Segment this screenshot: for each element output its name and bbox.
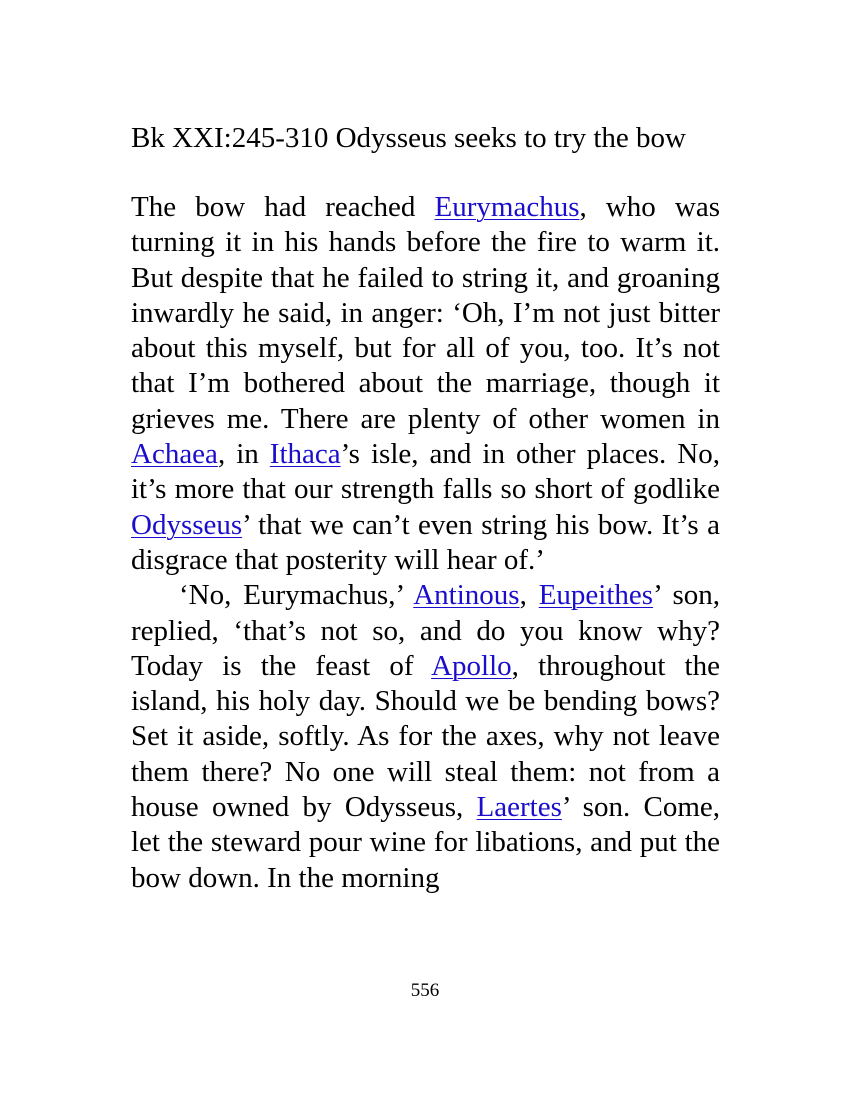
text-segment: , <box>519 579 539 612</box>
link-achaea[interactable]: Achaea <box>131 438 218 471</box>
page-number: 556 <box>410 980 440 1001</box>
paragraph-2 <box>131 578 720 896</box>
link-laertes[interactable]: Laertes <box>476 791 562 824</box>
paragraph-1 <box>131 190 720 578</box>
text-segment: , throughout the island, his holy day. Should we be bending bows? Set it aside, softly. As for the axes, why not leave them there? No one will steal them: not from a house owned by Odysseus, <box>131 649 720 824</box>
link-apollo[interactable]: Apollo <box>431 649 512 682</box>
text-segment: ’ son. Come, let the steward pour wine for libations, and put the bow down. In the morning <box>131 791 720 894</box>
text-segment: , in <box>217 438 270 471</box>
link-odysseus[interactable]: Odysseus <box>131 508 243 541</box>
text-segment: ’ son, replied, ‘that’s not so, and do you know why? Today is the feast of <box>131 579 721 682</box>
body-text <box>131 190 720 896</box>
text-segment: ’s isle, and in other places. No, it’s more that our strength falls so short of godlike <box>131 438 720 506</box>
text-segment: ’ that we can’t even string his bow. It’s a disgrace that posterity will hear of.’ <box>131 508 720 576</box>
link-ithaca[interactable]: Ithaca <box>269 438 341 471</box>
link-antinous[interactable]: Antinous <box>413 579 520 612</box>
text-segment: ‘No, Eurymachus,’ <box>179 579 414 612</box>
page-title: Bk XXI:245-310 Odysseus seeks to try the bow <box>131 122 686 154</box>
text-segment: , who was turning it in his hands before the fire to warm it. But despite that he failed to string it, and groaning inwardly he said, in anger: ‘Oh, I’m not just bitter about this myself, but for all of you, too. It’s not that I’m bothered about the marriage, though it grieves me. There are plenty of other women in <box>131 191 721 435</box>
link-eurymachus[interactable]: Eurymachus <box>434 191 580 223</box>
link-eupeithes[interactable]: Eupeithes <box>538 579 654 612</box>
text-segment: The bow had reached <box>131 191 435 223</box>
